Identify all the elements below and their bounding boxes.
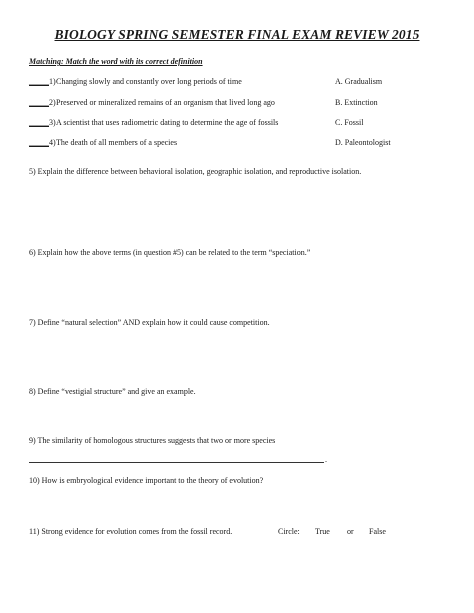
matching-item-3 — [29, 118, 449, 130]
matching-term: D. Paleontologist — [335, 138, 391, 147]
question-7: 7) Define “natural selection” AND explain how it could cause competition. — [29, 318, 270, 327]
matching-definition: Preserved or mineralized remains of an organism that lived long ago — [56, 98, 275, 107]
matching-term: A. Gradualism — [335, 77, 383, 86]
question-11-text: 11) Strong evidence for evolution comes from the fossil record. — [29, 527, 233, 536]
question-9: 9) The similarity of homologous structures suggests that two or more species — [29, 436, 276, 445]
matching-definition: Changing slowly and constantly over long periods of time — [56, 77, 242, 86]
answer-blank[interactable]: _____4) — [29, 138, 56, 147]
matching-term: B. Extinction — [335, 98, 378, 107]
matching-definition: The death of all members of a species — [56, 138, 178, 147]
matching-term: C. Fossil — [335, 118, 364, 127]
answer-blank[interactable]: _____3) — [29, 118, 56, 127]
matching-heading: Matching: Match the word with its correct definition — [29, 57, 203, 66]
false-option[interactable]: False — [369, 527, 386, 536]
circle-label: Circle: — [278, 527, 300, 536]
answer-line[interactable] — [29, 462, 324, 463]
question-8: 8) Define “vestigial structure” and give an example. — [29, 387, 196, 396]
matching-item-2 — [29, 98, 449, 110]
answer-blank[interactable]: _____2) — [29, 98, 56, 107]
true-option[interactable]: True — [315, 527, 330, 536]
answer-blank[interactable]: _____1) — [29, 77, 56, 86]
question-6: 6) Explain how the above terms (in question #5) can be related to the term “speciation.” — [29, 248, 311, 257]
question-11 — [29, 527, 449, 539]
question-10: 10) How is embryological evidence important to the theory of evolution? — [29, 476, 264, 485]
question-9-period: . — [325, 455, 327, 464]
or-label: or — [347, 527, 354, 536]
matching-item-4 — [29, 138, 449, 150]
question-5: 5) Explain the difference between behavioral isolation, geographic isolation, and reproductive isolation. — [29, 167, 362, 176]
page-title: BIOLOGY SPRING SEMESTER FINAL EXAM REVIEW 2015 — [54, 27, 420, 42]
matching-definition: A scientist that uses radiometric dating to determine the age of fossils — [56, 118, 279, 127]
matching-item-1 — [29, 77, 449, 89]
